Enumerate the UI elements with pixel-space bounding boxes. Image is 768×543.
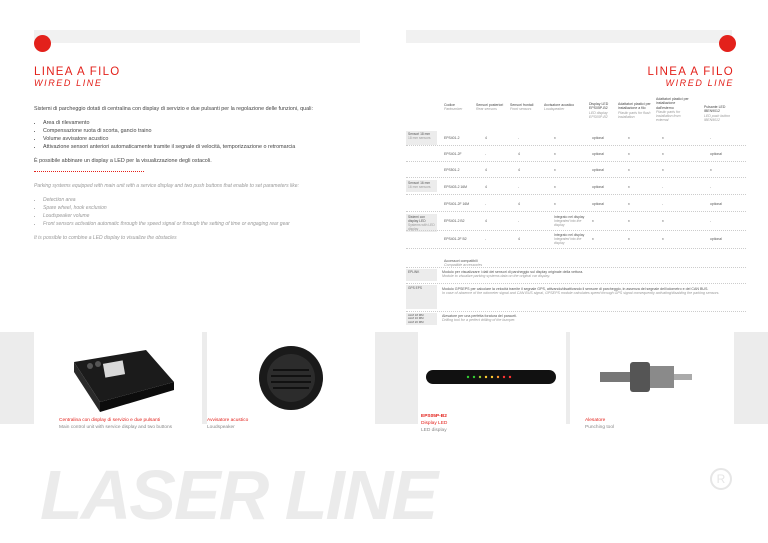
page-title: LINEA A FILO (647, 66, 734, 78)
table-cell: x (662, 168, 664, 172)
table-cell: x (592, 237, 594, 241)
accessories-heading: Accessori compatibili Compatible accessories (444, 259, 483, 268)
table-cell: x (662, 237, 664, 241)
table-cell: x (628, 136, 630, 140)
table-cell: x (554, 168, 556, 172)
intro-it-tail: È possibile abbinare un display a LED per la visualizzazione degli ostacoli. (34, 158, 212, 164)
table-cell: optional (592, 152, 604, 156)
col-header: Sensori frontali Front sensors (510, 103, 534, 112)
group-label: Sensori 16 mm 16 mm sensors (406, 180, 437, 192)
product-caption: Alesatore Punching tool (585, 418, 615, 430)
table-cell: 4 (485, 136, 487, 140)
control-unit-image (34, 332, 202, 424)
table-cell: x (662, 152, 664, 156)
list-item: • Loudspeaker volume (43, 212, 364, 220)
product-caption: Centralina con display di servizio e due pulsanti Main control unit with service display and two buttons (59, 418, 173, 430)
col-header: Sensori posteriori Rear sensors (476, 103, 504, 112)
table-cell: - (662, 202, 664, 206)
table-cell: x (554, 152, 556, 156)
registered-mark: R (710, 468, 732, 490)
table-row (406, 197, 746, 212)
table-cell: - (710, 219, 712, 223)
intro-it-lead: Sistemi di parcheggio dotati di centralina con display di servizio e due pulsanti per la regolazione delle funzioni, quali: (34, 106, 313, 112)
red-dot-marker (719, 35, 736, 52)
table-cell: x (662, 136, 664, 140)
product-card (418, 332, 566, 424)
accessory-desc: Modulo per visualizzare i dati dei sensori di parcheggio sul display originale della vettura. Module to visualize parking systems data on the original car display. (442, 270, 584, 279)
table-cell: x (628, 202, 630, 206)
product-card (570, 332, 734, 424)
accessory-desc: Modulo GPSEPS per calcolare la velocità tramite il segnale GPS, attivando/disattivando il sensore di parcheggio, in assenza del segnale dell'odometro e del CAN BUS. In case of absence of the odometer signal and CAN BUS signal, GPSEPS module calculates speed through GPS signal consequently activating/disabling the parking sensors. (442, 287, 720, 296)
table-cell: EPS401-2F B2 (444, 237, 467, 241)
table-row (406, 180, 746, 195)
table-cell: x (628, 237, 630, 241)
table-cell: 4 (518, 168, 520, 172)
table-row (406, 214, 746, 231)
table-cell: optional (710, 152, 722, 156)
dotted-divider (34, 171, 144, 172)
accessory-row (406, 311, 746, 326)
table-cell: EPS501-2 (444, 168, 460, 172)
table-cell: EPS403-2 16M (444, 185, 467, 189)
header-band (34, 30, 360, 43)
table-cell: x (628, 185, 630, 189)
list-item: • Compensazione ruota di scorta, gancio traino (43, 127, 364, 135)
table-cell: Integrato nel display (554, 215, 585, 219)
table-cell: EPS401-2F (444, 152, 462, 156)
table-cell: x (628, 168, 630, 172)
list-item: • Spare wheel, hook exclusion (43, 204, 364, 212)
col-header: Adattatori plastici per installazione a filo Plastic parts for flush installation (618, 102, 651, 119)
table-row (406, 232, 746, 249)
table-cell: x (662, 219, 664, 223)
table-cell: - (485, 237, 487, 241)
col-header: Pulsante LED IBEN9012 LED push button IBEN9012 (704, 105, 731, 122)
red-dot-marker (34, 35, 51, 52)
col-header: Display LED EPS05P-B2 LED display EPS05P-B2 (589, 102, 609, 119)
table-cell: - (662, 185, 664, 189)
intro-it (34, 105, 364, 165)
table-cell: 4 (485, 168, 487, 172)
product-caption: EPS05P-B2 Display LED LED display (421, 414, 448, 433)
col-header: Codice Partnumber (444, 103, 463, 112)
table-cell: 4 (485, 219, 487, 223)
group-label: Sensori 18 mm 18 mm sensors (406, 131, 437, 145)
list-item: • Attivazione sensori anteriori automaticamente tramite il segnale di velocità, temporizzazione o retromarcia (43, 143, 364, 151)
table-cell: EPS401-2 (444, 136, 460, 140)
table-cell: x (554, 136, 556, 140)
table-cell: x (628, 152, 630, 156)
table-cell: x (628, 219, 630, 223)
table-cell: - (485, 152, 487, 156)
table-cell: optional (592, 168, 604, 172)
table-cell: EPS401-2 B2 (444, 219, 465, 223)
page-subtitle: WIRED LINE (34, 78, 103, 88)
table-cell-note: Integrated into the display (554, 237, 582, 245)
punching-tool-image (570, 332, 734, 424)
product-caption: Avvisatore acustico Loudspeaker (207, 418, 249, 430)
table-cell: 4 (518, 237, 520, 241)
header-band (406, 30, 732, 43)
list-item: • Front sensors activation automatic through the speed signal or through the setting of time or engaging rear gear (43, 220, 364, 228)
col-header: Avvisatore acustico Loudspeaker (544, 103, 575, 112)
table-cell: - (518, 185, 520, 189)
intro-en-lead: Parking systems equipped with main unit with a service display and two push buttons that enable to set parameters like: (34, 183, 299, 189)
table-cell: x (554, 202, 556, 206)
led-display-image (418, 332, 566, 424)
table-cell: - (710, 185, 712, 189)
intro-it-list (34, 119, 364, 151)
table-cell: - (518, 136, 520, 140)
table-row (406, 147, 746, 162)
group-label: Sistemi con display LED Systems with LED display (406, 214, 437, 232)
table-cell: - (710, 136, 712, 140)
table-cell: Integrato nel display (554, 233, 585, 237)
table-cell: 4 (485, 185, 487, 189)
accessory-desc: Alesatore per una perfetta foratura del paraurti. Drilling tool for a perfect drilling of the bumper. (442, 314, 517, 323)
col-header: Adattatori plastici per installazione dall'esterno Plastic parts for installation from external (656, 97, 689, 123)
list-item: • Detection area (43, 196, 364, 204)
table-cell-note: Integrated into the display (554, 219, 582, 227)
table-cell: optional (710, 237, 722, 241)
accessory-code: GPS EPS (406, 285, 437, 309)
laserline-watermark: LASER LINE (40, 456, 437, 534)
table-cell: x (592, 219, 594, 223)
table-cell: - (518, 219, 520, 223)
table-cell: - (485, 202, 487, 206)
table-cell: optional (592, 202, 604, 206)
table-cell: 4 (518, 202, 520, 206)
accessory-row (406, 267, 746, 282)
accessory-code: ALM 18 MM ALM 16 MM ALM 20 MM (406, 313, 437, 325)
table-row (406, 131, 746, 146)
accessory-code: EPLINK (406, 269, 437, 281)
list-item: • Volume avvisatore acustico (43, 135, 364, 143)
page-subtitle: WIRED LINE (665, 78, 734, 88)
product-card (34, 332, 202, 424)
table-cell: optional (592, 136, 604, 140)
table-cell: x (710, 168, 712, 172)
product-card (207, 332, 375, 424)
accessory-row (406, 283, 746, 310)
list-item: • Area di rilevamento (43, 119, 364, 127)
intro-en (34, 182, 364, 242)
table-cell: x (554, 185, 556, 189)
table-cell: optional (592, 185, 604, 189)
loudspeaker-image (207, 332, 375, 424)
table-cell: 4 (518, 152, 520, 156)
table-cell: EPS401-2F 16M (444, 202, 470, 206)
page-title: LINEA A FILO (34, 66, 121, 78)
table-row (406, 163, 746, 178)
table-cell: optional (710, 202, 722, 206)
intro-en-list (34, 196, 364, 228)
intro-en-tail: It is possible to combine a LED display to visualize the obstacles (34, 235, 177, 241)
